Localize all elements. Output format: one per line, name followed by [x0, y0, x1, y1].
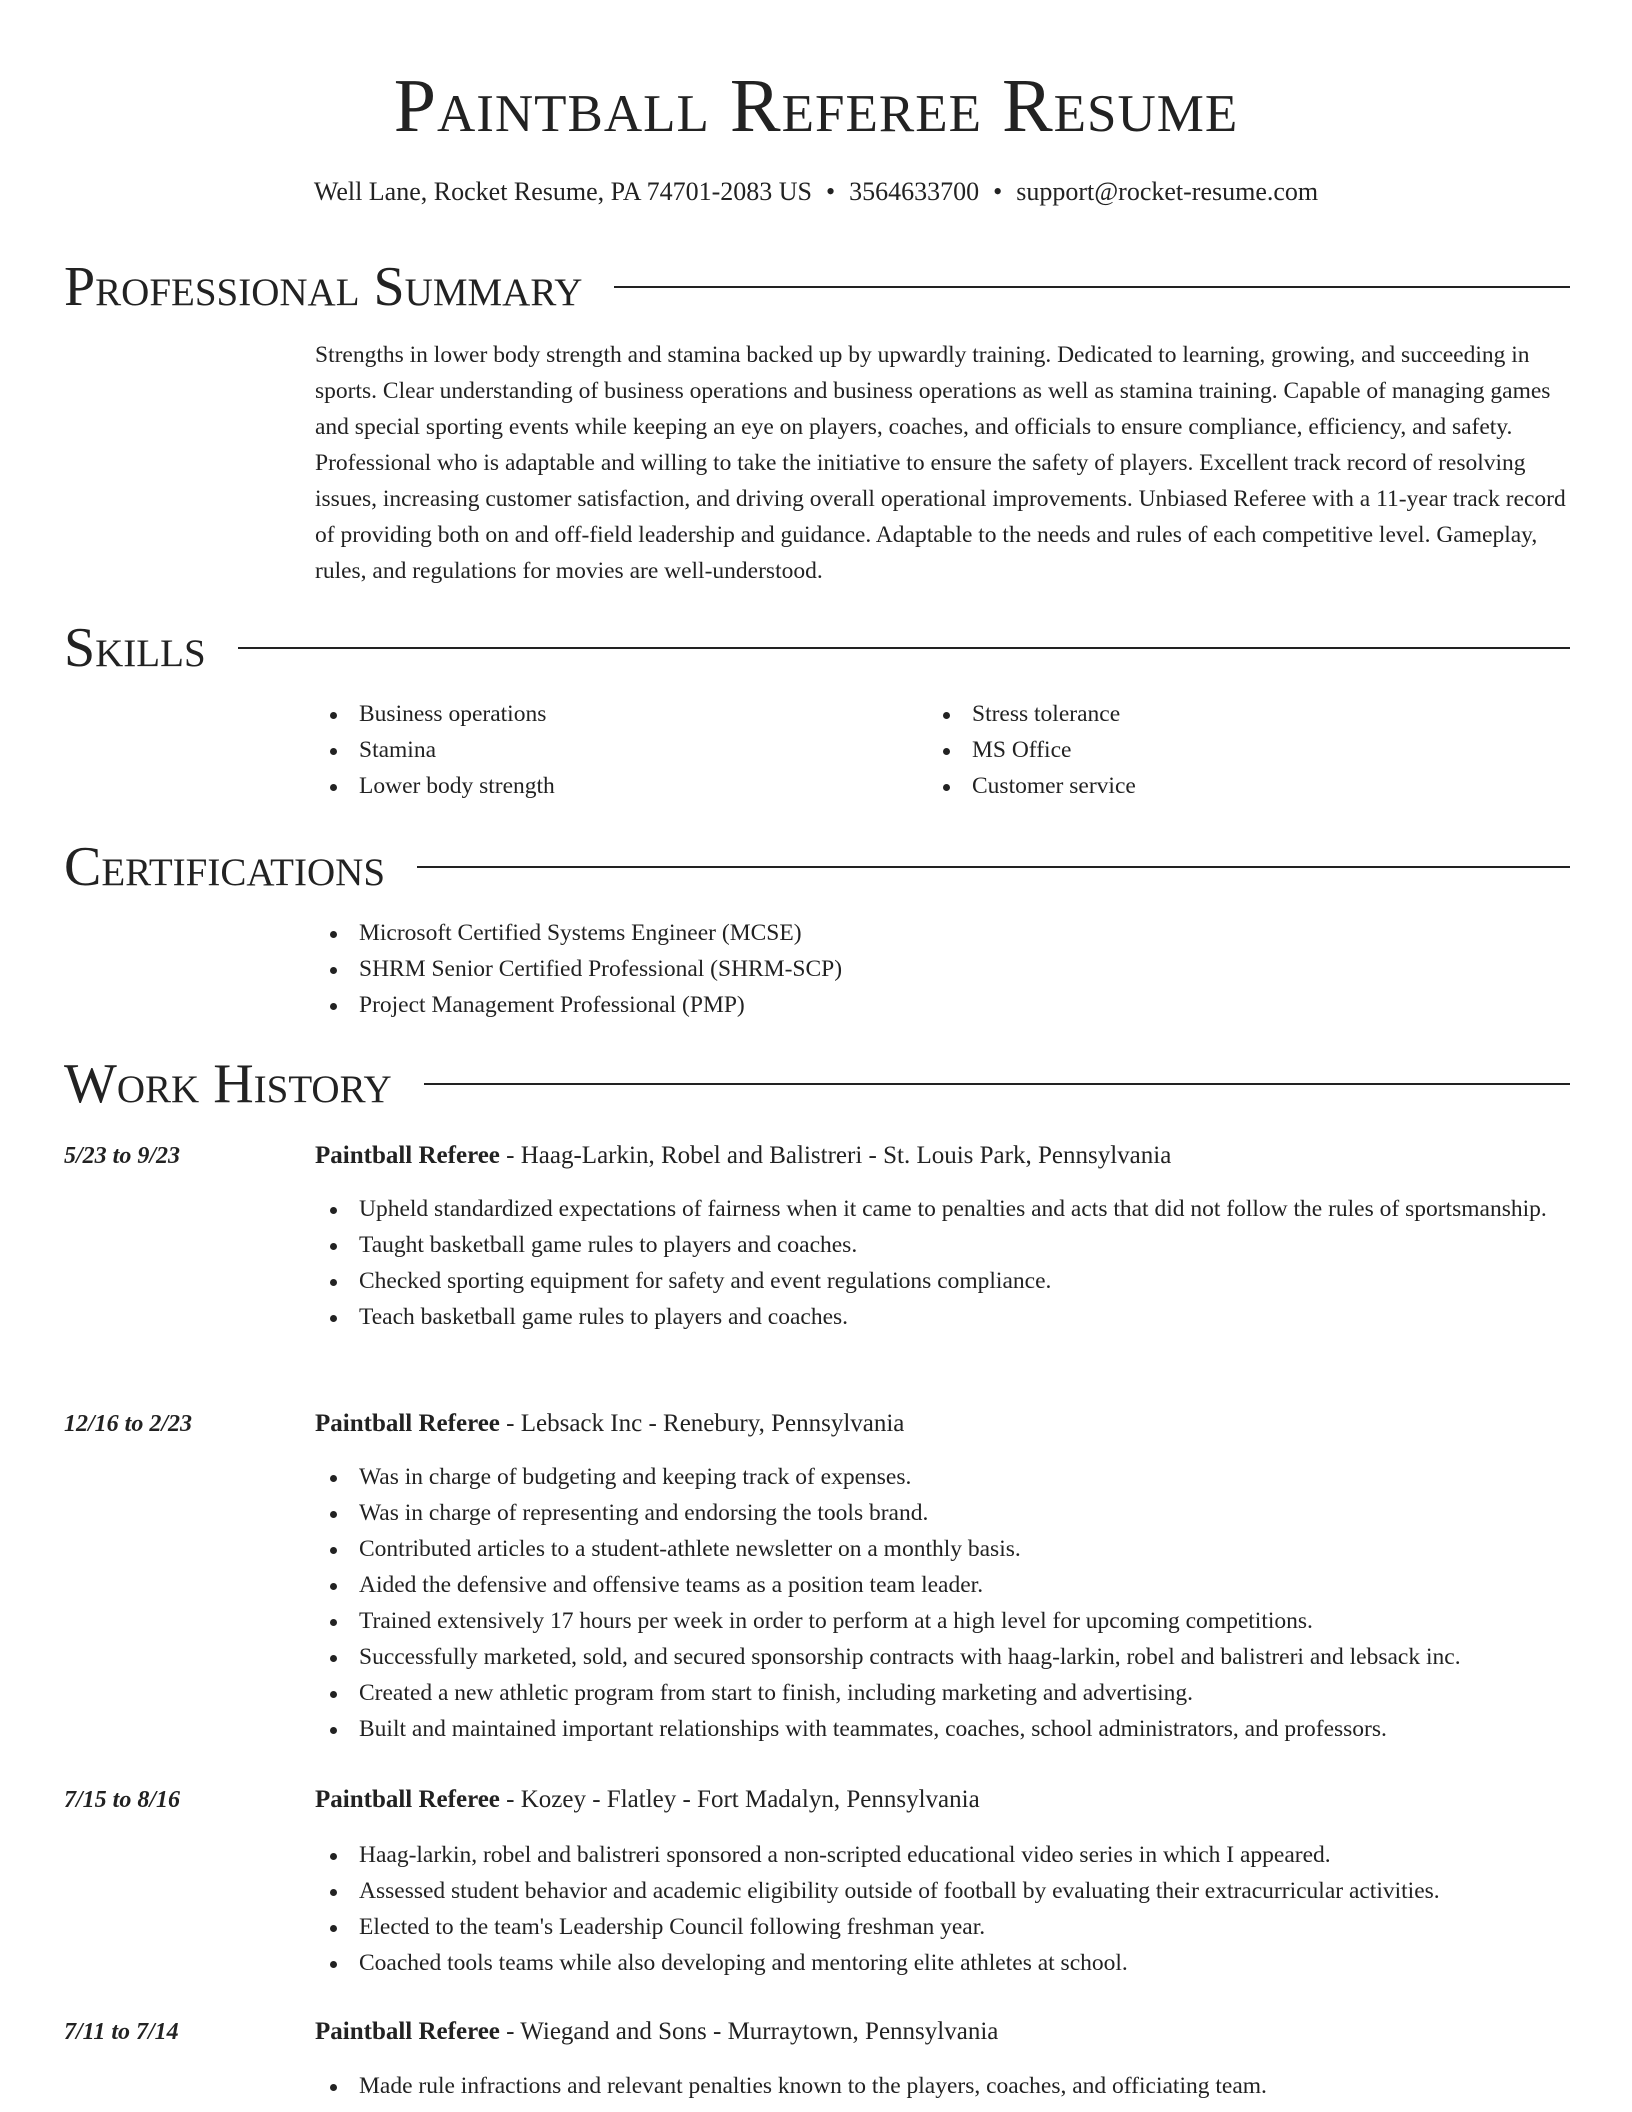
contact-separator: • — [826, 177, 836, 206]
job-bullet: Contributed articles to a student-athlete newsletter on a monthly basis. — [315, 1531, 1575, 1567]
job-bullet: Taught basketball game rules to players and coaches. — [315, 1227, 1575, 1263]
job-bullet: Successfully marketed, sold, and secured sponsorship contracts with haag-larkin, robel and balistreri and lebsack inc. — [315, 1639, 1575, 1675]
skills-right-column — [928, 696, 1528, 804]
job-dates: 5/23 to 9/23 — [64, 1143, 181, 1169]
job-bullet: Aided the defensive and offensive teams as a position team leader. — [315, 1567, 1575, 1603]
certification-item: SHRM Senior Certified Professional (SHRM-SCP) — [315, 951, 1575, 987]
job-title: Paintball Referee — [315, 1786, 500, 1813]
job-dates: 7/15 to 8/16 — [64, 1787, 181, 1813]
job-title: Paintball Referee — [315, 1410, 500, 1437]
job-bullet: Upheld standardized expectations of fairness when it came to penalties and acts that did not follow the rules of sportsmanship. — [315, 1191, 1575, 1227]
job-bullet: Teach basketball game rules to players and coaches. — [315, 1299, 1575, 1335]
job-bullets — [315, 1837, 1575, 1981]
skills-left-column — [315, 696, 915, 804]
certifications-list — [315, 915, 1575, 1023]
section-title: Work History — [64, 1053, 392, 1115]
section-title: Professional Summary — [64, 256, 583, 318]
skill-item: Lower body strength — [315, 768, 915, 804]
job-employer-location: - Haag-Larkin, Robel and Balistreri - St. Louis Park, Pennsylvania — [499, 1142, 1172, 1169]
job-bullet: Coached tools teams while also developing and mentoring elite athletes at school. — [315, 1945, 1575, 1981]
job-bullet: Made rule infractions and relevant penalties known to the players, coaches, and officiating team. — [315, 2068, 1575, 2104]
job-heading — [315, 1782, 1575, 1818]
job-bullet: Checked sporting equipment for safety and event regulations compliance. — [315, 1263, 1575, 1299]
job-employer-location: - Wiegand and Sons - Murraytown, Pennsylvania — [499, 2018, 999, 2045]
section-heading-work-history — [64, 1052, 1570, 1116]
section-title: Skills — [64, 617, 206, 679]
job-bullets — [315, 2068, 1575, 2104]
contact-separator: • — [993, 177, 1003, 206]
job-bullet: Assessed student behavior and academic eligibility outside of football by evaluating their extracurricular activities. — [315, 1873, 1575, 1909]
job-bullet: Created a new athletic program from start to finish, including marketing and advertising. — [315, 1675, 1575, 1711]
section-heading-skills — [64, 616, 1570, 680]
job-employer-location: - Lebsack Inc - Renebury, Pennsylvania — [499, 1410, 905, 1437]
job-dates: 12/16 to 2/23 — [64, 1411, 193, 1437]
job-heading — [315, 1138, 1575, 1174]
job-dates: 7/11 to 7/14 — [64, 2019, 179, 2045]
job-title: Paintball Referee — [315, 1142, 500, 1169]
resume-title: Paintball Referee Resume — [393, 64, 1239, 148]
skill-item: MS Office — [928, 732, 1528, 768]
job-bullet: Was in charge of budgeting and keeping track of expenses. — [315, 1459, 1575, 1495]
certification-item: Project Management Professional (PMP) — [315, 987, 1575, 1023]
job-bullet: Was in charge of representing and endorsing the tools brand. — [315, 1495, 1575, 1531]
job-title: Paintball Referee — [315, 2018, 500, 2045]
skill-item: Stamina — [315, 732, 915, 768]
section-rule — [424, 1083, 1570, 1085]
section-rule — [417, 866, 1570, 868]
contact-address: Well Lane, Rocket Resume, PA 74701-2083 US — [313, 177, 812, 206]
job-heading — [315, 2014, 1575, 2050]
section-rule — [238, 647, 1570, 649]
job-bullet: Built and maintained important relationships with teammates, coaches, school administrators, and professors. — [315, 1711, 1575, 1747]
job-bullets — [315, 1459, 1575, 1747]
summary-text: Strengths in lower body strength and stamina backed up by upwardly training. Dedicated to learning, growing, and succeeding in sports. Clear understanding of business operations and business operations as well as stamina training. Capable of managing games and special sporting events while keeping an eye on players, coaches, and officials to ensure compliance, efficiency, and safety. Professional who is adaptable and willing to take the initiative to ensure the safety of players. Excellent track record of resolving issues, increasing customer satisfaction, and driving overall operational improvements. Unbiased Referee with a 11-year track record of providing both on and off-field leadership and guidance. Adaptable to the needs and rules of each competitive level. Gameplay, rules, and regulations for movies are well-understood. — [315, 342, 1566, 584]
job-employer-location: - Kozey - Flatley - Fort Madalyn, Pennsylvania — [499, 1786, 980, 1813]
job-bullet: Haag-larkin, robel and balistreri sponsored a non-scripted educational video series in which I appeared. — [315, 1837, 1575, 1873]
job-bullet: Elected to the team's Leadership Council following freshman year. — [315, 1909, 1575, 1945]
certification-item: Microsoft Certified Systems Engineer (MCSE) — [315, 915, 1575, 951]
skill-item: Business operations — [315, 696, 915, 732]
section-heading-certifications — [64, 835, 1570, 899]
job-bullet: Trained extensively 17 hours per week in order to perform at a high level for upcoming competitions. — [315, 1603, 1575, 1639]
contact-email: support@rocket-resume.com — [1016, 177, 1319, 206]
section-title: Certifications — [64, 836, 386, 898]
section-heading-summary — [64, 255, 1570, 319]
skill-item: Stress tolerance — [928, 696, 1528, 732]
contact-line — [0, 174, 1632, 210]
skill-item: Customer service — [928, 768, 1528, 804]
section-rule — [614, 286, 1570, 288]
job-bullets — [315, 1191, 1575, 1335]
job-heading — [315, 1406, 1575, 1442]
contact-phone: 3564633700 — [849, 177, 980, 206]
